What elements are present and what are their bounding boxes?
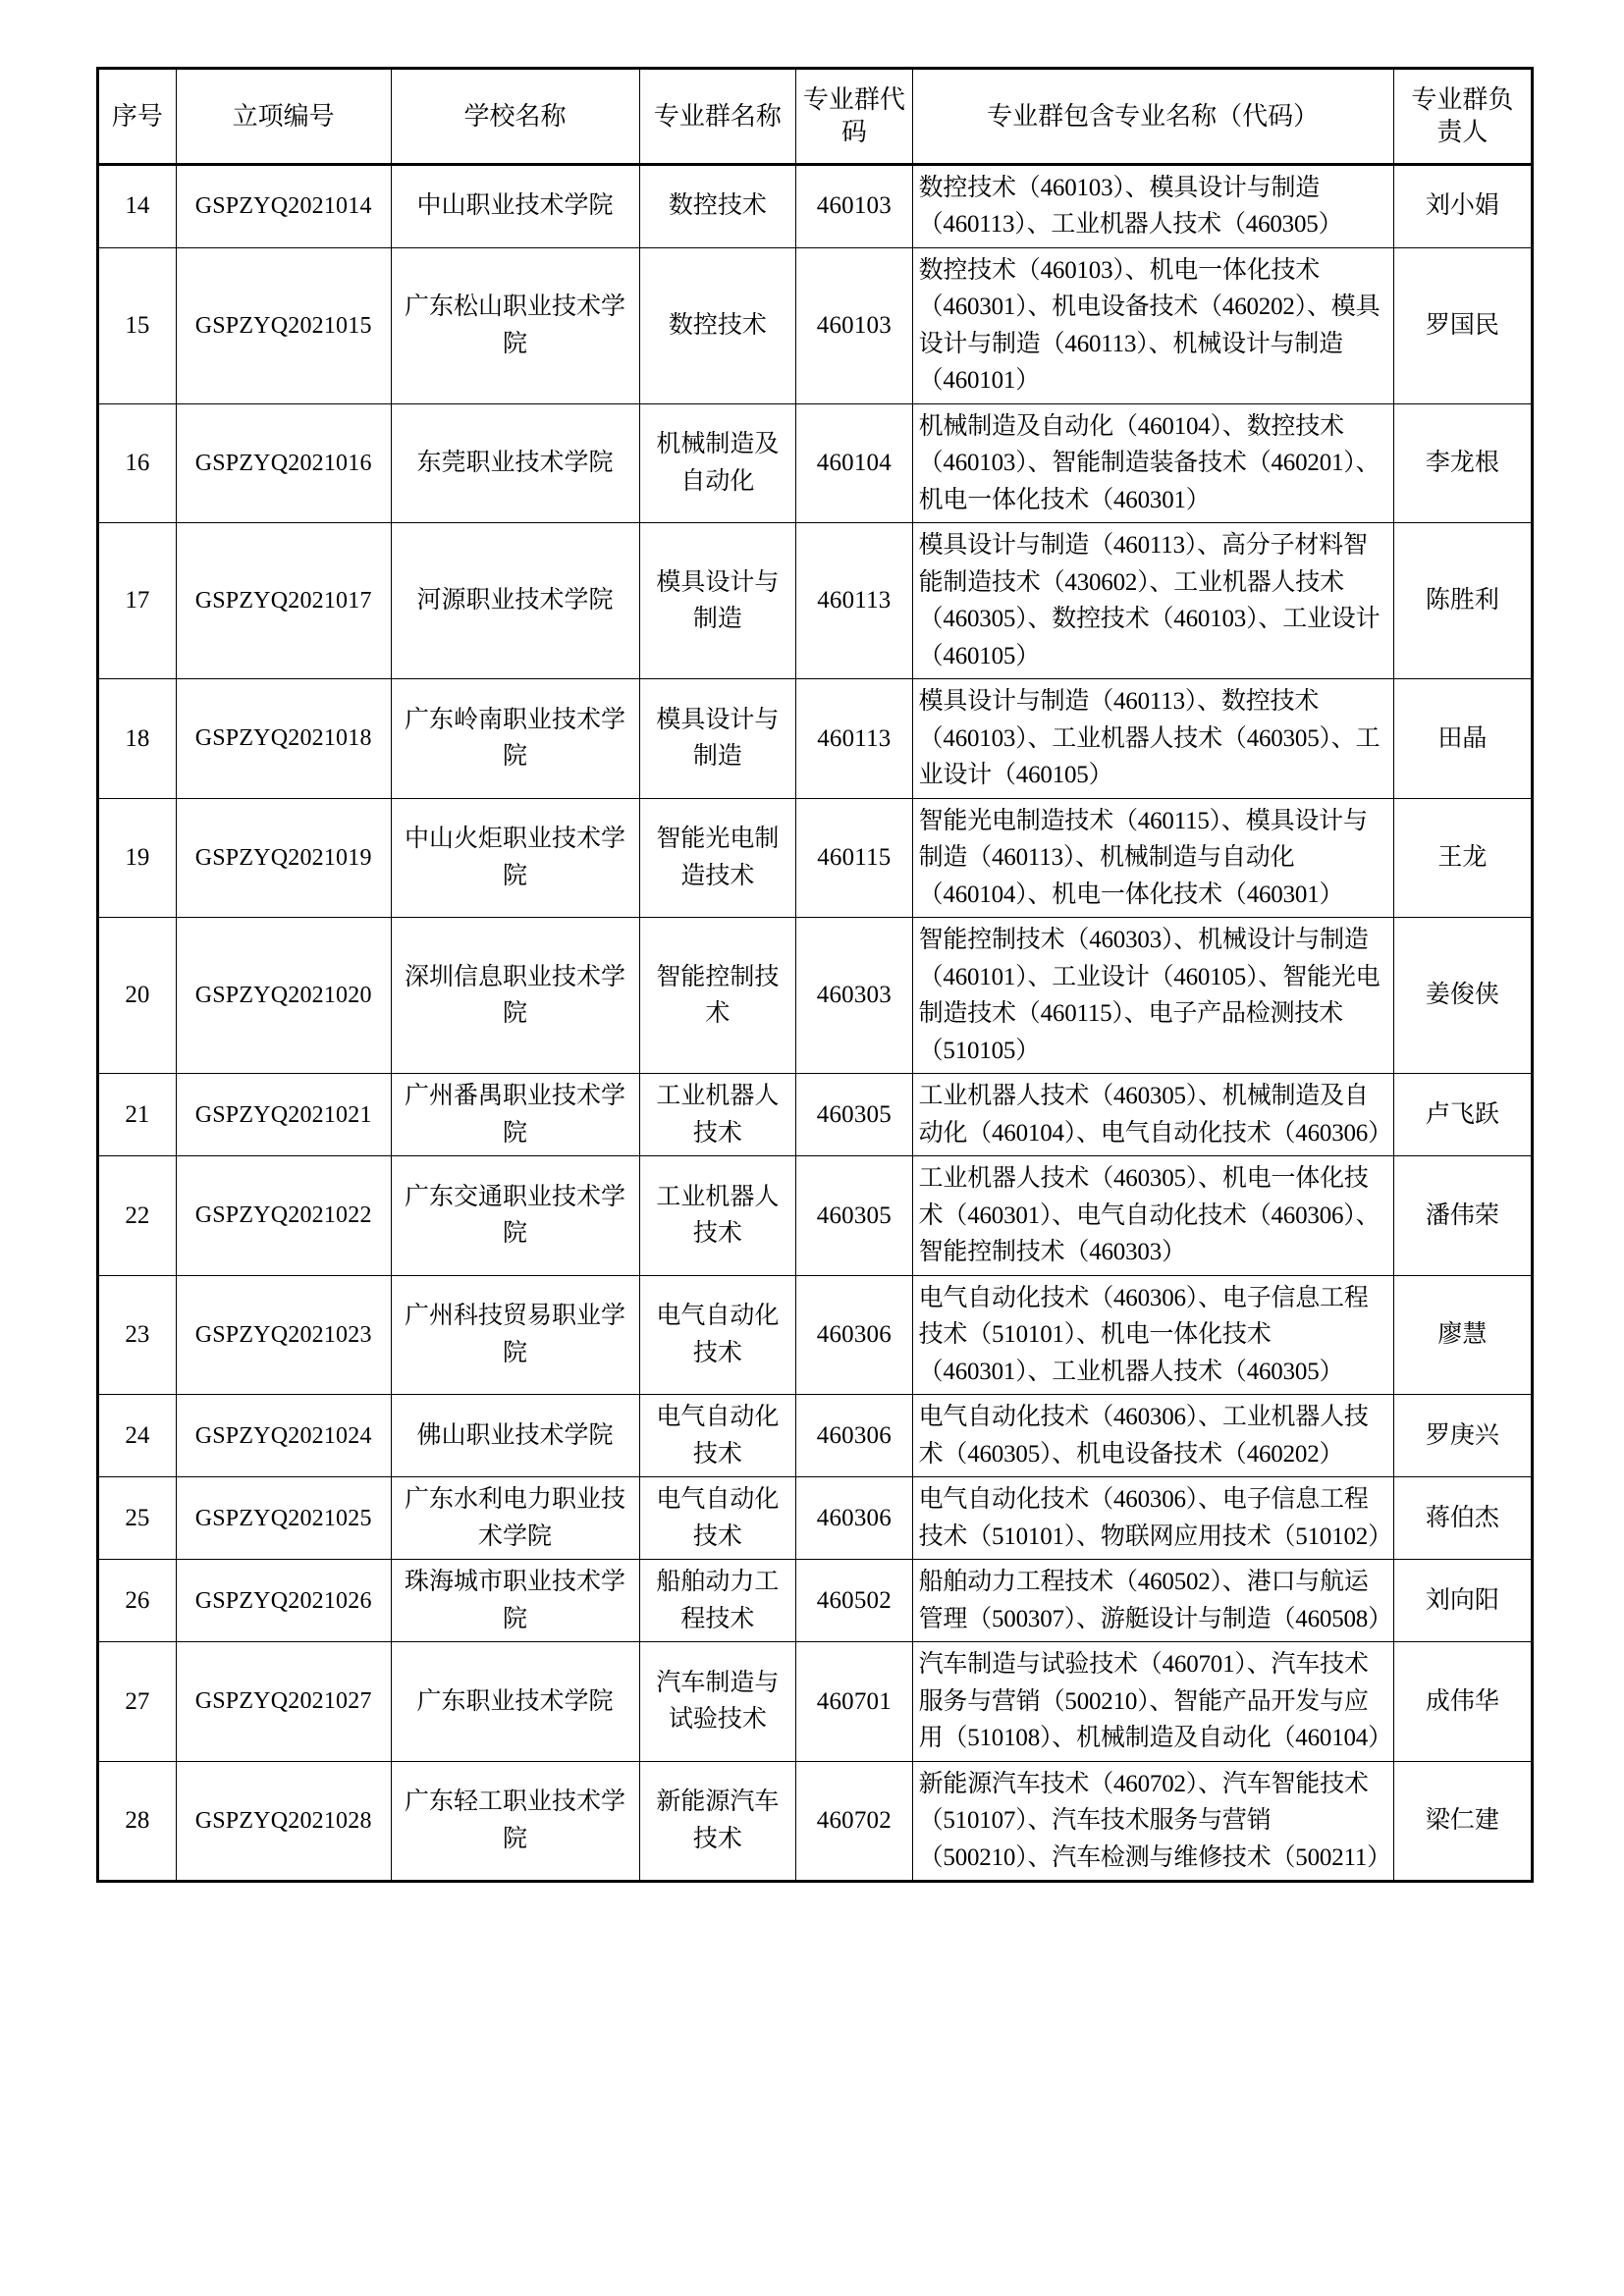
- cell-leader: 刘小娟: [1393, 164, 1532, 247]
- column-header-seq-label: 序号: [111, 101, 163, 131]
- column-header-seq: [98, 69, 177, 165]
- cell-leader: 李龙根: [1393, 403, 1532, 523]
- cell-project-code: GSPZYQ2021027: [176, 1642, 391, 1762]
- cell-sequence: 24: [98, 1395, 177, 1477]
- cell-sequence: 19: [98, 798, 177, 918]
- cell-leader: 廖慧: [1393, 1275, 1532, 1395]
- table-row: [98, 164, 1533, 247]
- cell-project-code: GSPZYQ2021016: [176, 403, 391, 523]
- cell-project-code: GSPZYQ2021020: [176, 918, 391, 1074]
- cell-project-code: GSPZYQ2021025: [176, 1477, 391, 1560]
- cell-project-code: GSPZYQ2021021: [176, 1074, 391, 1156]
- cell-group-name: 模具设计与制造: [639, 679, 796, 799]
- cell-project-code: GSPZYQ2021026: [176, 1560, 391, 1642]
- cell-project-code: GSPZYQ2021024: [176, 1395, 391, 1477]
- table-row: [98, 1275, 1533, 1395]
- cell-group-name: 智能控制技术: [639, 918, 796, 1074]
- cell-leader: 成伟华: [1393, 1642, 1532, 1762]
- cell-project-code: GSPZYQ2021018: [176, 679, 391, 799]
- cell-group-name: 汽车制造与试验技术: [639, 1642, 796, 1762]
- cell-sequence: 17: [98, 523, 177, 679]
- cell-group-name: 数控技术: [639, 164, 796, 247]
- cell-sequence: 22: [98, 1156, 177, 1276]
- table-row: [98, 1642, 1533, 1762]
- cell-majors: 数控技术（460103）、模具设计与制造（460113）、工业机器人技术（460305）: [912, 164, 1393, 247]
- column-header-group-name: [639, 69, 796, 165]
- cell-majors: 机械制造及自动化（460104）、数控技术（460103）、智能制造装备技术（460201）、机电一体化技术（460301）: [912, 403, 1393, 523]
- project-approval-table: [96, 67, 1534, 1883]
- table-row: [98, 679, 1533, 799]
- cell-sequence: 15: [98, 247, 177, 403]
- table-row: [98, 1074, 1533, 1156]
- cell-sequence: 27: [98, 1642, 177, 1762]
- table-row: [98, 1395, 1533, 1477]
- cell-leader: 罗国民: [1393, 247, 1532, 403]
- cell-sequence: 23: [98, 1275, 177, 1395]
- cell-majors: 模具设计与制造（460113）、高分子材料智能制造技术（430602）、工业机器人技术（460305）、数控技术（460103）、工业设计（460105）: [912, 523, 1393, 679]
- cell-school-name: 中山职业技术学院: [391, 164, 639, 247]
- cell-majors: 新能源汽车技术（460702）、汽车智能技术（510107）、汽车技术服务与营销（500210）、汽车检测与维修技术（500211）: [912, 1761, 1393, 1882]
- table-row: [98, 523, 1533, 679]
- column-header-group-code: [796, 69, 913, 165]
- cell-group-name: 智能光电制造技术: [639, 798, 796, 918]
- cell-group-name: 电气自动化技术: [639, 1477, 796, 1560]
- cell-group-code: 460303: [796, 918, 913, 1074]
- column-header-school-label: 学校名称: [463, 101, 567, 131]
- table-row: [98, 918, 1533, 1074]
- cell-sequence: 28: [98, 1761, 177, 1882]
- cell-majors: 电气自动化技术（460306）、电子信息工程技术（510101）、机电一体化技术（460301）、工业机器人技术（460305）: [912, 1275, 1393, 1395]
- cell-project-code: GSPZYQ2021017: [176, 523, 391, 679]
- cell-majors: 智能光电制造技术（460115）、模具设计与制造（460113）、机械制造与自动化（460104）、机电一体化技术（460301）: [912, 798, 1393, 918]
- column-header-code-label: 立项编号: [232, 101, 335, 131]
- cell-group-name: 电气自动化技术: [639, 1395, 796, 1477]
- cell-majors: 智能控制技术（460303）、机械设计与制造（460101）、工业设计（460105）、智能光电制造技术（460115）、电子产品检测技术（510105）: [912, 918, 1393, 1074]
- cell-group-code: 460104: [796, 403, 913, 523]
- cell-school-name: 中山火炬职业技术学院: [391, 798, 639, 918]
- cell-group-code: 460306: [796, 1395, 913, 1477]
- table-row: [98, 1560, 1533, 1642]
- cell-majors: 模具设计与制造（460113）、数控技术（460103）、工业机器人技术（460305）、工业设计（460105）: [912, 679, 1393, 799]
- cell-group-name: 机械制造及自动化: [639, 403, 796, 523]
- cell-sequence: 14: [98, 164, 177, 247]
- cell-majors: 数控技术（460103）、机电一体化技术（460301）、机电设备技术（460202）、模具设计与制造（460113）、机械设计与制造（460101）: [912, 247, 1393, 403]
- table-row: [98, 1156, 1533, 1276]
- column-header-majors-label: 专业群包含专业名称（代码）: [987, 101, 1320, 131]
- cell-school-name: 广东交通职业技术学院: [391, 1156, 639, 1276]
- column-header-group-name-label: 专业群名称: [653, 101, 782, 131]
- cell-sequence: 16: [98, 403, 177, 523]
- cell-leader: 梁仁建: [1393, 1761, 1532, 1882]
- cell-school-name: 广州番禺职业技术学院: [391, 1074, 639, 1156]
- cell-majors: 电气自动化技术（460306）、工业机器人技术（460305）、机电设备技术（460202）: [912, 1395, 1393, 1477]
- cell-leader: 蒋伯杰: [1393, 1477, 1532, 1560]
- cell-school-name: 广东职业技术学院: [391, 1642, 639, 1762]
- table-row: [98, 1761, 1533, 1882]
- cell-group-code: 460306: [796, 1275, 913, 1395]
- cell-group-name: 数控技术: [639, 247, 796, 403]
- cell-school-name: 广州科技贸易职业学院: [391, 1275, 639, 1395]
- cell-sequence: 26: [98, 1560, 177, 1642]
- column-header-school: [391, 69, 639, 165]
- cell-group-code: 460502: [796, 1560, 913, 1642]
- cell-project-code: GSPZYQ2021019: [176, 798, 391, 918]
- table-body: [98, 164, 1533, 1882]
- cell-group-code: 460103: [796, 247, 913, 403]
- cell-group-name: 船舶动力工程技术: [639, 1560, 796, 1642]
- cell-group-name: 新能源汽车技术: [639, 1761, 796, 1882]
- cell-project-code: GSPZYQ2021022: [176, 1156, 391, 1276]
- cell-school-name: 佛山职业技术学院: [391, 1395, 639, 1477]
- cell-school-name: 广东轻工职业技术学院: [391, 1761, 639, 1882]
- cell-group-code: 460115: [796, 798, 913, 918]
- cell-school-name: 广东水利电力职业技术学院: [391, 1477, 639, 1560]
- cell-group-name: 电气自动化技术: [639, 1275, 796, 1395]
- cell-group-code: 460103: [796, 164, 913, 247]
- cell-school-name: 深圳信息职业技术学院: [391, 918, 639, 1074]
- table-row: [98, 1477, 1533, 1560]
- cell-majors: 工业机器人技术（460305）、机械制造及自动化（460104）、电气自动化技术（460306）: [912, 1074, 1393, 1156]
- cell-project-code: GSPZYQ2021028: [176, 1761, 391, 1882]
- cell-leader: 姜俊侠: [1393, 918, 1532, 1074]
- cell-sequence: 21: [98, 1074, 177, 1156]
- column-header-code: [176, 69, 391, 165]
- cell-sequence: 20: [98, 918, 177, 1074]
- cell-group-code: 460305: [796, 1156, 913, 1276]
- cell-leader: 刘向阳: [1393, 1560, 1532, 1642]
- cell-project-code: GSPZYQ2021014: [176, 164, 391, 247]
- cell-leader: 陈胜利: [1393, 523, 1532, 679]
- cell-group-code: 460305: [796, 1074, 913, 1156]
- cell-group-code: 460113: [796, 523, 913, 679]
- cell-school-name: 广东松山职业技术学院: [391, 247, 639, 403]
- cell-group-code: 460702: [796, 1761, 913, 1882]
- table-row: [98, 403, 1533, 523]
- cell-majors: 电气自动化技术（460306）、电子信息工程技术（510101）、物联网应用技术（510102）: [912, 1477, 1393, 1560]
- cell-group-name: 工业机器人技术: [639, 1074, 796, 1156]
- cell-group-name: 工业机器人技术: [639, 1156, 796, 1276]
- cell-leader: 王龙: [1393, 798, 1532, 918]
- cell-leader: 潘伟荣: [1393, 1156, 1532, 1276]
- cell-majors: 汽车制造与试验技术（460701）、汽车技术服务与营销（500210）、智能产品开发与应用（510108）、机械制造及自动化（460104）: [912, 1642, 1393, 1762]
- table-header-row: [98, 69, 1533, 165]
- cell-school-name: 广东岭南职业技术学院: [391, 679, 639, 799]
- column-header-leader: [1393, 69, 1532, 165]
- table-row: [98, 798, 1533, 918]
- column-header-majors: [912, 69, 1393, 165]
- cell-leader: 罗庚兴: [1393, 1395, 1532, 1477]
- table-header: [98, 69, 1533, 165]
- cell-group-code: 460701: [796, 1642, 913, 1762]
- cell-majors: 船舶动力工程技术（460502）、港口与航运管理（500307）、游艇设计与制造（460508）: [912, 1560, 1393, 1642]
- column-header-group-code-label: 专业群代码: [802, 85, 905, 147]
- cell-school-name: 东莞职业技术学院: [391, 403, 639, 523]
- cell-leader: 田晶: [1393, 679, 1532, 799]
- cell-group-name: 模具设计与制造: [639, 523, 796, 679]
- cell-sequence: 25: [98, 1477, 177, 1560]
- cell-group-code: 460113: [796, 679, 913, 799]
- cell-group-code: 460306: [796, 1477, 913, 1560]
- cell-majors: 工业机器人技术（460305）、机电一体化技术（460301）、电气自动化技术（460306）、智能控制技术（460303）: [912, 1156, 1393, 1276]
- cell-sequence: 18: [98, 679, 177, 799]
- cell-project-code: GSPZYQ2021015: [176, 247, 391, 403]
- column-header-leader-label: 专业群负责人: [1411, 85, 1514, 147]
- cell-school-name: 河源职业技术学院: [391, 523, 639, 679]
- cell-leader: 卢飞跃: [1393, 1074, 1532, 1156]
- cell-school-name: 珠海城市职业技术学院: [391, 1560, 639, 1642]
- cell-project-code: GSPZYQ2021023: [176, 1275, 391, 1395]
- table-row: [98, 247, 1533, 403]
